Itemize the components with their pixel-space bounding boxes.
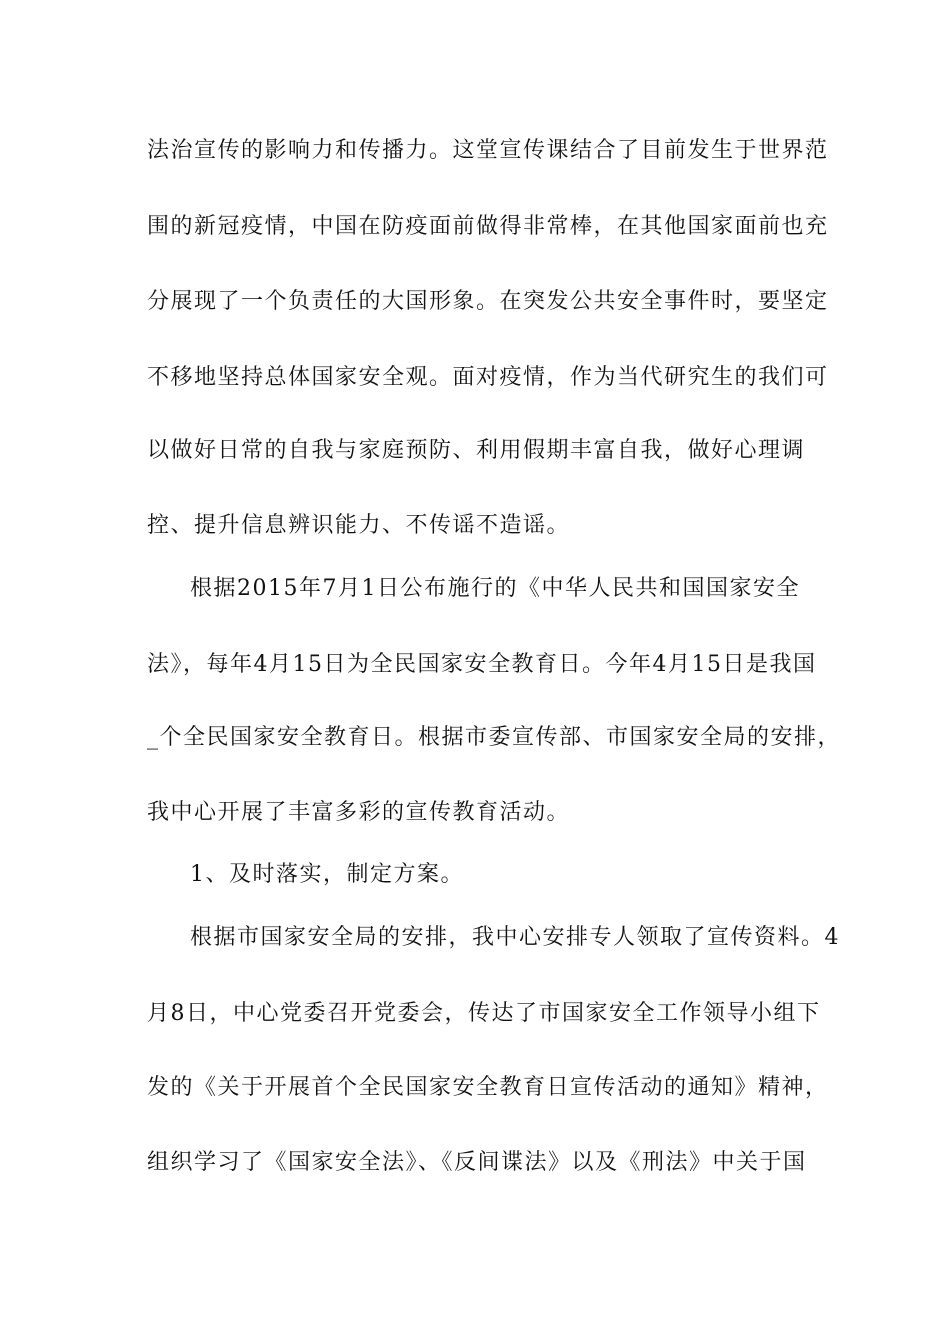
text-line: 法治宣传的影响力和传播力。这堂宣传课结合了目前发生于世界范	[147, 138, 829, 163]
text-line: 组织学习了《国家安全法》、《反间谍法》以及《刑法》中关于国	[147, 1150, 807, 1175]
text-line: 分展现了一个负责任的大国形象。在突发公共安全事件时，要坚定	[147, 289, 829, 314]
text-line: 控、提升信息辨识能力、不传谣不造谣。	[147, 513, 571, 538]
text-line: 法》，每年4月15日为全民国家安全教育日。今年4月15日是我国	[147, 652, 817, 677]
text-line: 发的《关于开展首个全民国家安全教育日宣传活动的通知》精神，	[147, 1075, 829, 1100]
paragraph-first-line: 根据市国家安全局的安排，我中心安排专人领取了宣传资料。4	[190, 925, 840, 950]
section-heading: 1、及时落实，制定方案。	[190, 862, 464, 887]
text-line: 我中心开展了丰富多彩的宣传教育活动。	[147, 800, 571, 825]
text-line: 月8日，中心党委召开党委会，传达了市国家安全工作领导小组下	[147, 1001, 821, 1026]
text-line: _个全民国家安全教育日。根据市委宣传部、市国家安全局的安排，	[147, 725, 842, 750]
text-line: 围的新冠疫情，中国在防疫面前做得非常棒，在其他国家面前也充	[147, 214, 829, 239]
text-line: 以做好日常的自我与家庭预防、利用假期丰富自我，做好心理调	[147, 438, 806, 463]
paragraph-first-line: 根据2015年7月1日公布施行的《中华人民共和国国家安全	[190, 576, 800, 601]
text-line: 不移地坚持总体国家安全观。面对疫情，作为当代研究生的我们可	[147, 365, 829, 390]
